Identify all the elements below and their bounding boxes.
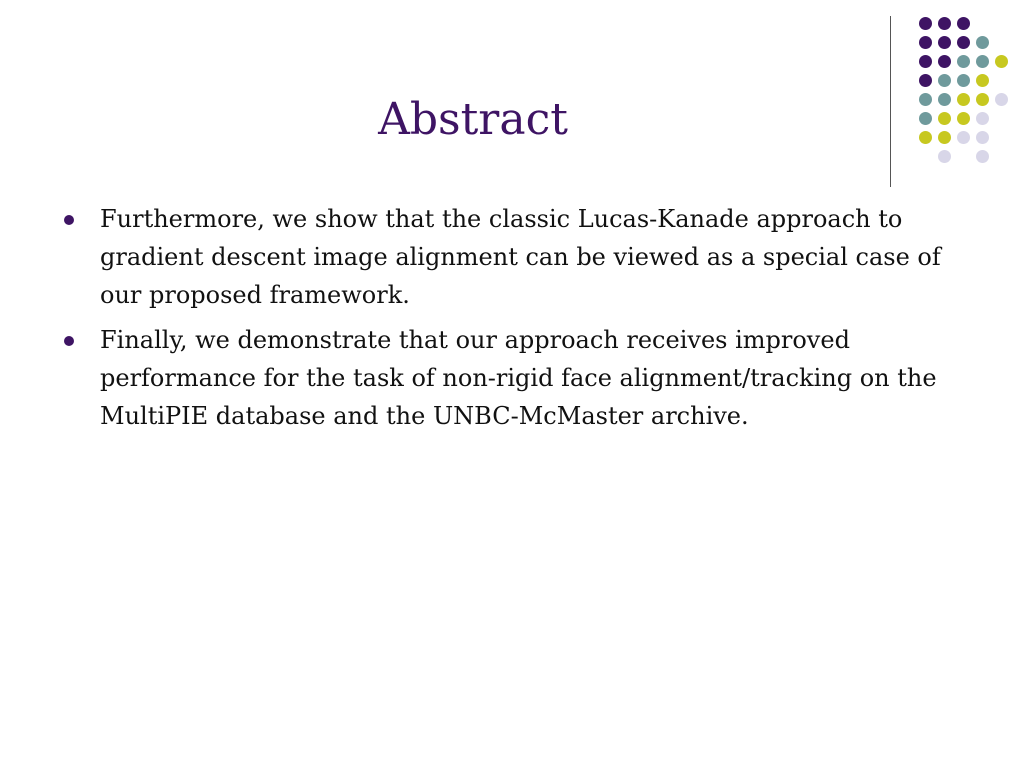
decoration-dot [938,17,951,30]
decoration-dot [957,74,970,87]
bullet-item [60,321,965,435]
bullet-list [60,200,965,442]
bullet-dot-icon [64,215,74,225]
decoration-dot [957,112,970,125]
decoration-dot [919,74,932,87]
bullet-item [60,200,965,314]
decoration-dot [976,150,989,163]
decoration-dot [919,36,932,49]
decoration-dot [919,55,932,68]
decoration-dot [957,17,970,30]
bullet-text: Furthermore, we show that the classic Lucas-Kanade approach to gradient descent image alignment can be viewed as a special case of our proposed framework. [100,205,941,309]
decoration-dot [957,36,970,49]
bullet-text: Finally, we demonstrate that our approach receives improved performance for the task of non-rigid face alignment/tracking on the MultiPIE database and the UNBC-McMaster archive. [100,326,937,430]
decoration-dot [976,36,989,49]
decoration-dot [957,93,970,106]
decoration-dot [976,93,989,106]
slide-title: Abstract [378,94,568,145]
decoration-dot [938,74,951,87]
decoration-dot [919,17,932,30]
decoration-dot [995,55,1008,68]
decoration-dot [976,74,989,87]
decoration-dot [957,55,970,68]
decoration-dot [976,131,989,144]
decoration-dot [957,131,970,144]
decoration-dot [976,55,989,68]
decoration-dot [938,36,951,49]
bullet-dot-icon [64,336,74,346]
decoration-dot [995,93,1008,106]
decoration-dot [938,55,951,68]
decoration-dot [976,112,989,125]
